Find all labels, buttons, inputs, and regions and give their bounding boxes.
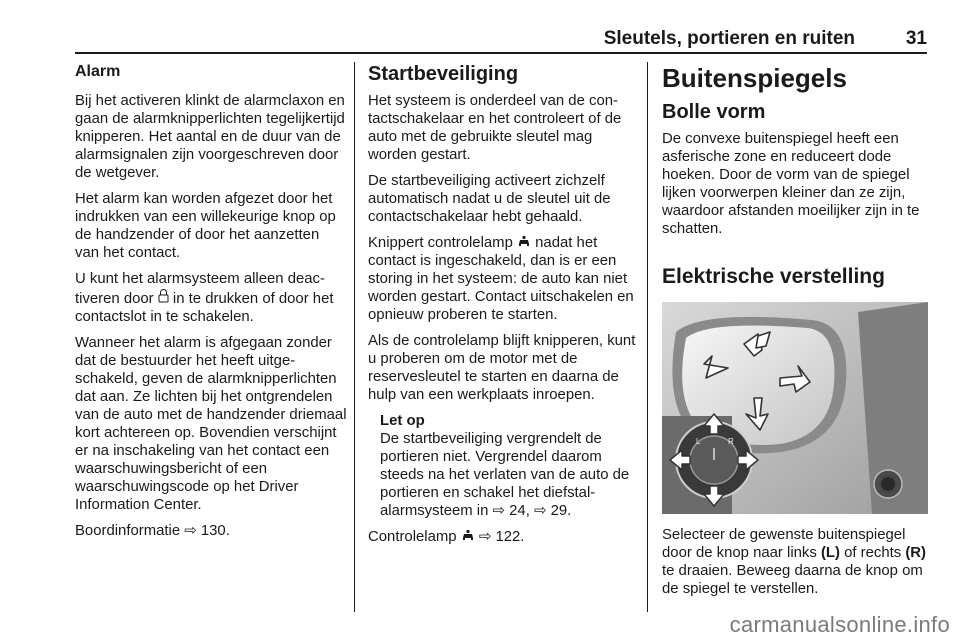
alarm-paragraph-3 xyxy=(75,270,347,326)
column-alarm xyxy=(75,62,347,548)
adjust-text-c: of rechts xyxy=(839,545,906,561)
immobiliser-cross-reference[interactable] xyxy=(368,528,636,546)
page-header xyxy=(75,28,927,54)
mirror-adjust-figure xyxy=(662,302,928,514)
immobiliser-p3-after: nadat het contact is ingeschakeld, dan is er een storing in het systeem: de auto kan niet worden gestart. Contact uitschakelen en opnieuw proberen te starten. xyxy=(368,235,634,323)
electric-adjust-heading: Elektrische verstelling xyxy=(662,265,885,288)
immobiliser-p5-after: ⇨ 122. xyxy=(474,529,525,545)
adjust-text-a: Selecteer de gewenste buitenspiegel door de knop naar links xyxy=(662,527,906,561)
note-text: De startbeveiliging vergrendelt de portieren niet. Vergrendel daarom steeds na het verlaten van de auto de portieren en schakel het diefstalalarmsysteem in ⇨ 24, ⇨ 29. xyxy=(380,431,630,519)
alarm-heading: Alarm xyxy=(75,63,121,80)
header-rule xyxy=(75,52,927,54)
column-mirrors xyxy=(662,62,928,606)
alarm-paragraph-2: Het alarm kan worden afgezet door het indrukken van een willekeurige knop op de handzender of door het aanzetten van het contact. xyxy=(75,191,336,261)
alarm-p3-before: U kunt het alarmsysteem alleen deactiveren door xyxy=(75,271,325,307)
adjust-right-key: (R) xyxy=(905,545,927,561)
fig-label-right: R xyxy=(728,437,734,446)
column-immobiliser xyxy=(368,62,636,554)
adjust-text-e: te draaien. Beweeg daarna de knop om de spiegel te verstellen. xyxy=(662,563,923,597)
immobiliser-p5-before: Controlelamp xyxy=(368,529,461,545)
alarm-cross-reference[interactable]: Boordinformatie ⇨ 130. xyxy=(75,523,230,539)
column-divider-1 xyxy=(354,62,355,612)
header-title: Sleutels, portieren en ruiten xyxy=(603,28,855,49)
column-divider-2 xyxy=(647,62,648,612)
alarm-p3-after: in te drukken of door het contactslot in te schakelen. xyxy=(75,291,334,325)
immobiliser-paragraph-4: Als de controlelamp blijft knipperen, kunt u proberen om de motor met de reservesleutel te starten en daarna de hulp van een werkplaats inroepen. xyxy=(368,333,636,403)
note-label: Let op xyxy=(380,413,425,429)
convex-paragraph: De convexe buitenspiegel heeft een asferische zone en reduceert dode hoeken. Door de vorm van de spiegel lijken voorwerpen kleiner dan ze zijn, waardoor afstanden moeilijker zijn in te schatten. xyxy=(662,131,920,237)
note-block xyxy=(368,412,636,520)
padlock-icon xyxy=(158,288,169,308)
fig-label-left: L xyxy=(696,437,701,446)
adjust-left-key: (L) xyxy=(820,545,840,561)
car-key-lamp-icon xyxy=(461,528,475,546)
mirror-illustration xyxy=(662,302,928,514)
immobiliser-paragraph-2: De startbeveiliging activeert zichzelf automatisch nadat u de sleutel uit de contactschakelaar hebt gehaald. xyxy=(368,173,611,225)
immobiliser-p3-before: Knippert controlelamp xyxy=(368,235,517,251)
car-key-lamp-icon xyxy=(517,234,531,252)
electric-adjust-paragraph xyxy=(662,526,928,598)
page-number: 31 xyxy=(905,28,927,49)
immobiliser-paragraph-1: Het systeem is onderdeel van de contactschakelaar en het controleert of de auto met de gebruikte sleutel mag worden gestart. xyxy=(368,93,622,163)
watermark: carmanualsonline.info xyxy=(729,612,950,637)
immobiliser-paragraph-3 xyxy=(368,234,636,324)
immobiliser-heading: Startbeveiliging xyxy=(368,63,519,85)
alarm-paragraph-1: Bij het activeren klinkt de alarmclaxon en gaan de alarmknipperlichten tegelijkertijd knipperen. Het aantal en de duur van de alarmsignalen zijn voorgeschreven door de wetgever. xyxy=(75,93,345,181)
alarm-paragraph-4: Wanneer het alarm is afgegaan zonder dat de bestuurder het heeft uitgeschakeld, geven de alarmknipperlichten dat aan. Ze lichten bij het ontgrendelen van de auto met de handzender driemaal kort achtereen op. Bovendien verschijnt er na inschakeling van het contact een waarschuwingsbericht of een waarschuwingscode op het Driver Information Center. xyxy=(75,335,347,513)
convex-heading: Bolle vorm xyxy=(662,101,766,123)
mirrors-heading: Buitenspiegels xyxy=(662,63,847,93)
